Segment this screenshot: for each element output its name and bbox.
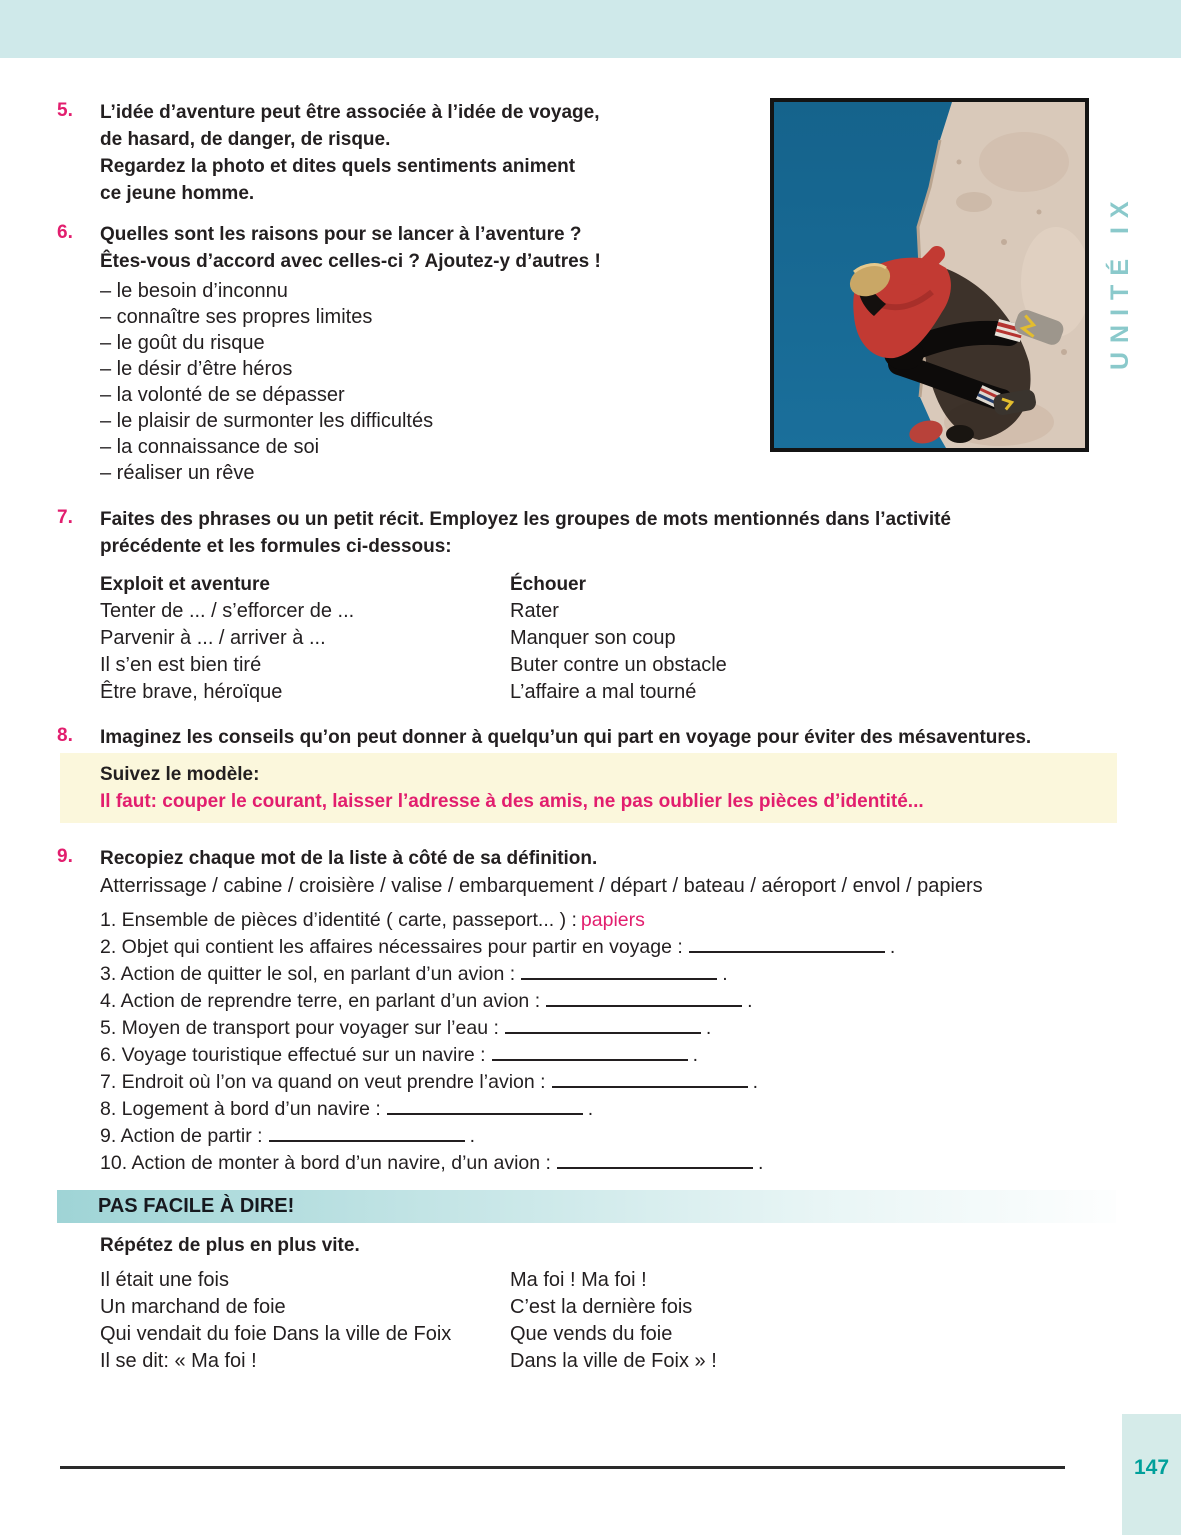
bullet-item: – la volonté de se dépasser [100, 384, 345, 406]
tongue-twister-left [100, 1267, 510, 1375]
fill-in-blank [552, 1072, 748, 1088]
column-item: Manquer son coup [510, 627, 676, 649]
fill-in-blank [689, 937, 885, 953]
blank-suffix: . [469, 1125, 476, 1147]
fill-in-blank [521, 964, 717, 980]
blank-suffix: . [747, 990, 753, 1012]
exploit-column [100, 571, 510, 706]
blank-suffix: . [752, 1071, 758, 1093]
verse-line: C’est la dernière fois [510, 1296, 693, 1318]
definition-row [100, 1069, 1067, 1096]
definition-row [100, 907, 1067, 934]
verse-line: Il était une fois [100, 1269, 229, 1291]
definition-row [100, 988, 1067, 1015]
bullet-item: – le besoin d’inconnu [100, 280, 288, 302]
column-header: Exploit et aventure [100, 574, 270, 595]
bullet-item: – réaliser un rêve [100, 462, 255, 484]
definition-row [100, 961, 1067, 988]
climber-photo-art [774, 102, 1085, 448]
definition-text: 8. Logement à bord d’un navire : [100, 1098, 381, 1120]
fill-in-blank [557, 1153, 753, 1169]
activity-5-line: de hasard, de danger, de risque. [100, 129, 391, 150]
definition-text: 9. Action de partir : [100, 1125, 263, 1147]
activity-7-line: précédente et les formules ci-dessous: [100, 536, 452, 557]
activity-number: 5. [57, 100, 73, 121]
model-box [60, 753, 1117, 823]
blank-suffix: . [587, 1098, 594, 1120]
blank-suffix: . [722, 963, 728, 985]
blank-suffix: . [692, 1044, 698, 1066]
definition-answer: papiers [580, 909, 645, 931]
tongue-twister-columns [100, 1267, 717, 1375]
fill-in-blank [546, 991, 742, 1007]
activity-6-line: Quelles sont les raisons pour se lancer à l’aventure ? [100, 224, 582, 245]
definition-row [100, 1042, 1067, 1069]
section-band-title: PAS FACILE À DIRE! [57, 1190, 1116, 1223]
blank-suffix: . [705, 1017, 712, 1039]
activity-number: 9. [57, 846, 73, 867]
model-text: Il faut: couper le courant, laisser l’adresse à des amis, ne pas oublier les pièces d’identité... [100, 791, 924, 812]
definition-text: 6. Voyage touristique effectué sur un navire : [100, 1044, 486, 1066]
activity-8-line: Imaginez les conseils qu’on peut donner à quelqu’un qui part en voyage pour éviter des mésaventures. [100, 727, 1032, 748]
definition-row [100, 1150, 1067, 1177]
tongue-twister-instruction: Répétez de plus en plus vite. [100, 1235, 360, 1256]
definition-text: 3. Action de quitter le sol, en parlant d’un avion : [100, 963, 516, 985]
word-list: Atterrissage / cabine / croisière / valise / embarquement / départ / bateau / aéroport / envol / papiers [100, 875, 983, 897]
blank-suffix: . [889, 936, 896, 958]
definition-text: 7. Endroit où l’on va quand on veut prendre l’avion : [100, 1071, 546, 1093]
column-item: Tenter de ... / s’efforcer de ... [100, 600, 355, 622]
activity-6 [57, 221, 717, 486]
activity-9-title: Recopiez chaque mot de la liste à côté de sa définition. [100, 848, 598, 869]
verse-line: Un marchand de foie [100, 1296, 286, 1318]
activity-5 [57, 99, 717, 207]
fill-in-blank [505, 1018, 701, 1034]
echouer-column [510, 571, 727, 706]
bullet-item: – la connaissance de soi [100, 436, 320, 458]
activity-9 [57, 845, 1067, 1177]
verse-line: Dans la ville de Foix » ! [510, 1350, 717, 1372]
tongue-twister-right [510, 1267, 717, 1375]
definition-row [100, 1123, 1067, 1150]
top-teal-bar [0, 0, 1181, 58]
bullet-item: – le désir d’être héros [100, 358, 293, 380]
activity-7-line: Faites des phrases ou un petit récit. Employez les groupes de mots mentionnés dans l’activité [100, 509, 952, 530]
definition-text: 4. Action de reprendre terre, en parlant d’un avion : [100, 990, 541, 1012]
column-item: Être brave, héroïque [100, 681, 283, 703]
unit-label: UNITÉ IX [1106, 192, 1134, 370]
definition-text: 1. Ensemble de pièces d’identité ( carte, passeport... ) : [100, 909, 577, 931]
activity-5-line: L’idée d’aventure peut être associée à l’idée de voyage, [100, 102, 600, 123]
model-label: Suivez le modèle: [100, 764, 260, 785]
column-item: L’affaire a mal tourné [510, 681, 697, 703]
definition-row [100, 1015, 1067, 1042]
fill-in-blank [492, 1045, 688, 1061]
fill-in-blank [269, 1126, 465, 1142]
activity-8 [57, 724, 1127, 751]
bullet-item: – le plaisir de surmonter les difficultés [100, 410, 434, 432]
definition-row [100, 934, 1067, 961]
activity-5-line: Regardez la photo et dites quels sentiments animent [100, 156, 576, 177]
column-item: Il s’en est bien tiré [100, 654, 262, 676]
activity-number: 8. [57, 725, 73, 746]
verse-line: Ma foi ! Ma foi ! [510, 1269, 647, 1291]
blank-suffix: . [757, 1152, 764, 1174]
activity-number: 7. [57, 507, 73, 528]
activity-7 [57, 506, 1067, 706]
activity-6-line: Êtes-vous d’accord avec celles-ci ? Ajoutez-y d’autres ! [100, 251, 601, 272]
footer-rule [60, 1466, 1065, 1469]
definition-text: 5. Moyen de transport pour voyager sur l’eau : [100, 1017, 499, 1039]
page-number: 147 [1134, 1456, 1170, 1479]
verse-line: Il se dit: « Ma foi ! [100, 1350, 257, 1372]
column-item: Rater [510, 600, 559, 622]
activity-5-line: ce jeune homme. [100, 183, 255, 204]
activity-number: 6. [57, 222, 73, 243]
verse-line: Qui vendait du foie Dans la ville de Foix [100, 1323, 452, 1345]
definition-text: 2. Objet qui contient les affaires nécessaires pour partir en voyage : [100, 936, 683, 958]
definition-row [100, 1096, 1067, 1123]
climber-photo [770, 98, 1089, 452]
column-item: Parvenir à ... / arriver à ... [100, 627, 326, 649]
column-item: Buter contre un obstacle [510, 654, 727, 676]
bullet-item: – connaître ses propres limites [100, 306, 373, 328]
definition-text: 10. Action de monter à bord d’un navire, d’un avion : [100, 1152, 551, 1174]
bullet-item: – le goût du risque [100, 332, 265, 354]
verse-line: Que vends du foie [510, 1323, 673, 1345]
fill-in-blank [387, 1099, 583, 1115]
column-header: Échouer [510, 574, 587, 595]
